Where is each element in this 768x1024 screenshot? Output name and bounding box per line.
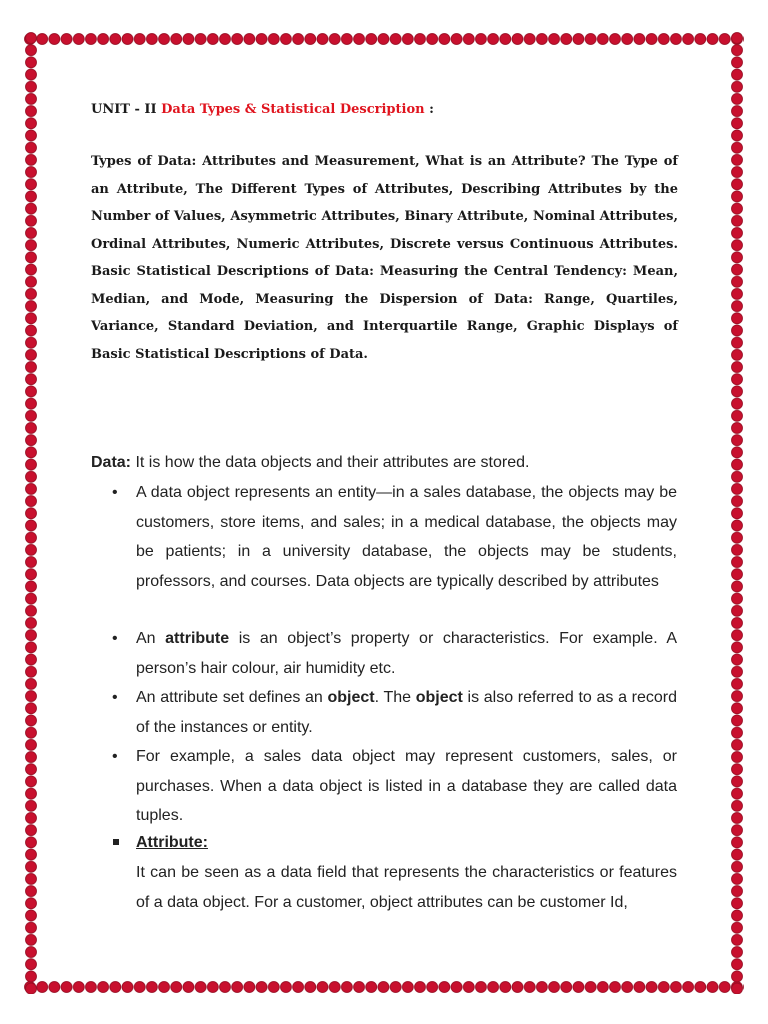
unit-heading-colon: :: [424, 102, 434, 117]
bullet-bold-term: object: [327, 689, 375, 706]
bullet-bold-term: object: [415, 689, 463, 706]
attribute-section: [91, 828, 677, 917]
bullet-text-post: is an object’s property or characteristics. For example. A person’s hair colour, air humidity etc.: [136, 630, 677, 677]
list-item: [91, 742, 677, 831]
data-definition-text: It is how the data objects and their attributes are stored.: [131, 454, 530, 471]
unit-heading: [91, 102, 691, 117]
bullet-text-mid: . The: [374, 689, 416, 706]
attribute-heading: Attribute:: [136, 834, 208, 851]
attribute-description: It can be seen as a data field that represents the characteristics or features of a data object. For a customer, object attributes can be customer Id,: [136, 864, 677, 911]
page-border-bottom: [24, 980, 744, 994]
bullet-icon: •: [112, 630, 118, 647]
bullet-text-post: is also referred to as a record of the instances or entity.: [136, 689, 678, 736]
bullet-text: For example, a sales data object may represent customers, sales, or purchases. When a data object is listed in a database they are called data tuples.: [136, 748, 677, 824]
data-object-bullets: [91, 478, 677, 831]
list-item: [91, 624, 677, 683]
unit-label: UNIT - II: [91, 102, 162, 117]
data-definition: [91, 452, 529, 474]
data-term: Data:: [91, 454, 132, 471]
list-item: [91, 683, 677, 742]
bullet-icon: •: [112, 689, 118, 706]
unit-title: Data Types & Statistical Description: [161, 102, 425, 117]
bullet-bold-term: attribute: [165, 630, 230, 647]
page-border-top: [24, 32, 744, 46]
bullet-text: A data object represents an entity—in a sales database, the objects may be customers, store items, and sales; in a medical database, the objects may be patients; in a university database, the objects may be students, professors, and courses. Data objects are typically described by attributes: [136, 484, 677, 590]
list-item: [91, 478, 677, 596]
page-border-left: [24, 32, 38, 994]
syllabus-paragraph: Types of Data: Attributes and Measurement, What is an Attribute? The Type of an Attribute, The Different Types of Attributes, Describing Attributes by the Number of Values, Asymmetric Attributes, Binary Attribute, Nominal Attributes, Ordinal Attributes, Numeric Attributes, Discrete versus Continuous Attributes. Basic Statistical Descriptions of Data: Measuring the Central Tendency: Mean, Median, and Mode, Measuring the Dispersion of Data: Range, Quartiles, Variance, Standard Deviation, and Interquartile Range, Graphic Displays of Basic Statistical Descriptions of Data.: [91, 154, 678, 362]
bullet-text-pre: An: [136, 630, 166, 647]
attribute-heading-row: [91, 828, 677, 858]
square-bullet-icon: [113, 839, 119, 845]
bullet-icon: •: [112, 748, 118, 765]
bullet-text-pre: An attribute set defines an: [136, 689, 328, 706]
bullet-icon: •: [112, 484, 118, 501]
page-border-right: [730, 32, 744, 994]
